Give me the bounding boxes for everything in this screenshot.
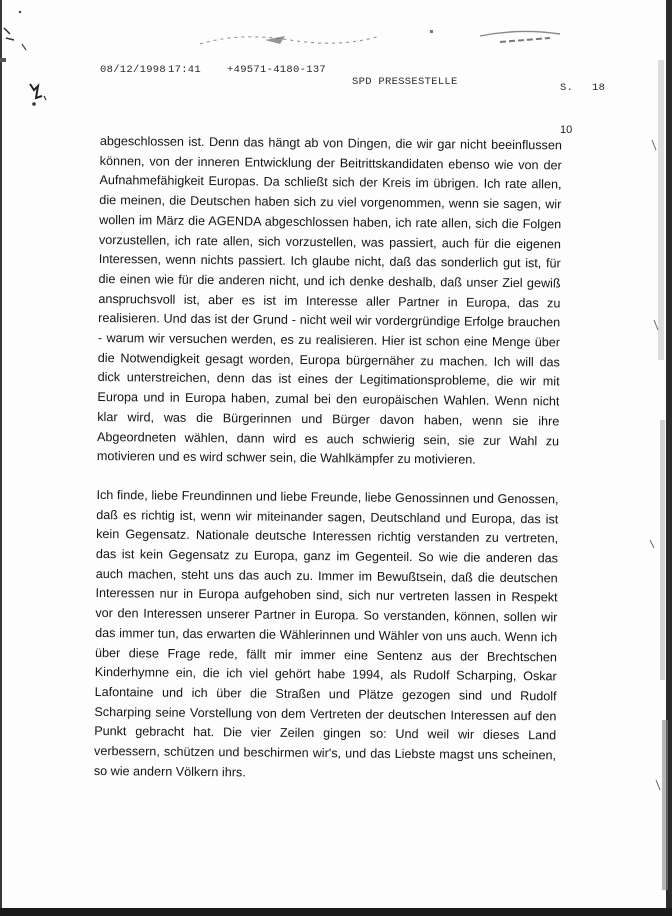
paragraph: abgeschlossen ist. Denn das hängt ab von Dingen, die wir gar nicht beeinflussen können, von der inneren Entwicklung der Beitrittskandidaten ebenso wie von der Aufnahmefähigkeit Europas. Da schließt sich der Kreis im übrigen. Ich rate allen, die meinen, die Deutschen haben sich zu viel vorgenommen, wenn sie sagen, wir wollen im März die AGENDA abgeschlossen haben, ich rate allen, sich die Folgen vorzustellen, ich rate allen, sich vorzustellen, was passiert, auch für die eigenen Interessen, wenn nichts passiert. Ich glaube nicht, daß das sonderlich gut ist, für die einen wie für die anderen nicht, und ich denke deshalb, daß unser Ziel gewiß anspruchsvoll ist, aber es ist im Interesse aller Partner in Europa, das zu realisieren. Und das ist der Grund - nicht weil wir vordergründige Erfolge brauchen - warum wir versuchen werden, es zu realisieren. Hier ist schon eine Menge über die Notwendigkeit gesagt worden, Europa bürgernäher zu machen. Ich will das dick unterstreichen, denn das ist eines der Legitimationsprobleme, die wir mit Europa und in Europa haben, zumal bei den europäischen Wahlen. Wenn nicht klar wird, was die Bürgerinnen und Bürger davon haben, wenn sie ihre Abgeordneten wählen, dann wird es auch schwierig sein, sie zur Wahl zu motivieren und es wird schwer sein, die Wahlkämpfer zu motivieren. — [96, 133, 562, 467]
fax-transmission-header — [100, 64, 620, 94]
scan-left-edge-marks — [0, 0, 60, 916]
fax-sender: SPD PRESSESTELLE — [352, 76, 458, 88]
fax-page-label: S. — [560, 82, 574, 94]
scan-right-edge-noise — [642, 0, 672, 916]
fax-date: 08/12/1998 — [100, 64, 167, 76]
document-page-number: 10 — [560, 124, 573, 136]
paragraph: Ich finde, liebe Freundinnen und liebe Freunde, liebe Genossinnen und Genossen, daß es richtig ist, wenn wir miteinander sagen, Deutschland und Europa, das ist kein Gegensatz. Nationale deutsche Interessen richtig verstanden zu vertreten, das ist kein Gegensatz zu Europa, ganz im Gegenteil. So wie die anderen das auch machen, steht uns das auch zu. Immer im Bewußtsein, daß die deutschen Interessen nur in Europa aufgehoben sind, sich nur vertreten lassen in Respekt vor den Interessen unserer Partner in Europa. So verstanden, können, sollen wir das immer tun, das erwarten die Wählerinnen und Wähler von uns auch. Wenn ich über diese Frage rede, fällt mir immer eine Sentenz aus der Brechtschen Kinderhymne ein, die ich viel gehört habe 1994, als Rudolf Scharping, Oskar Lafontaine und ich über die Straßen und Plätze gezogen sind und Rudolf Scharping seine Vorstellung von dem Vertreten der deutschen Interessen auf den Punkt gebracht hat. Die vier Zeilen gingen so: Und weil wir dieses Land verbessern, schützen und beschirmen wir's, und das Liebste magst uns scheinen, so wie andern Völkern ihrs. — [93, 487, 559, 780]
scan-top-smudge — [180, 22, 600, 56]
scan-bottom-edge — [0, 908, 672, 916]
document-body — [94, 132, 562, 786]
fax-phone-number: +49571-4180-137 — [227, 64, 327, 76]
fax-page-number: 18 — [592, 82, 606, 94]
fax-time: 17:41 — [168, 64, 202, 76]
